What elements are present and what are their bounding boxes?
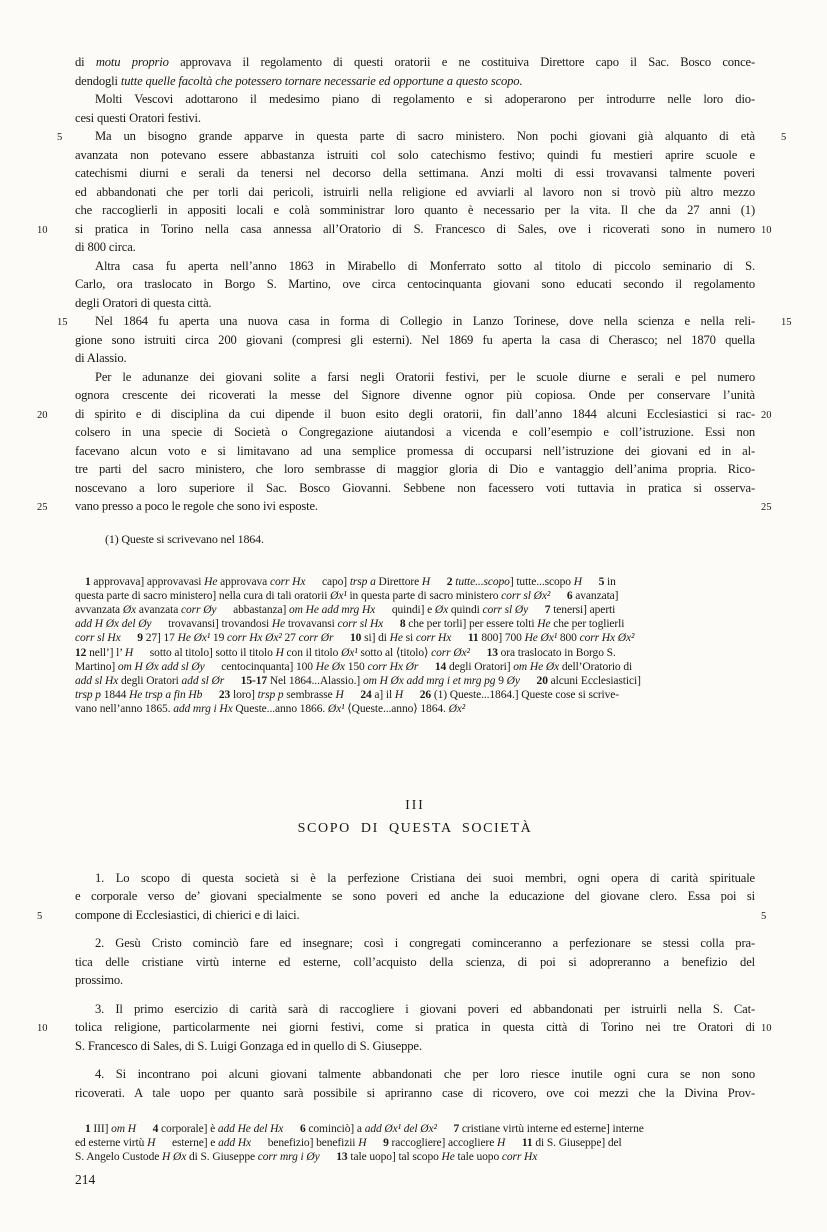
text-line: noscevano a loro superiore il Sac. Bosco Giovanni. Sebbene non facessero voti tuttavia in pratica si osserva- <box>75 480 755 495</box>
text-line: dendogli tutte quelle facoltà che potessero tornare necessarie ed opportune a questo scopo. <box>75 73 523 88</box>
line-number-left: 25 <box>37 502 48 513</box>
text-line: 12 nell’] l’ H sotto al titolo] sotto il titolo H con il titolo Øx¹ sotto al ⟨titolo⟩ corr Øx² 13 ora traslocato in Borgo S. <box>75 646 616 659</box>
chapter-heading <box>75 796 755 838</box>
text-line: 1. Lo scopo di questa società si è la perfezione Cristiana dei suoi membri, ogni opera di carità spirituale <box>95 870 755 885</box>
text-line: 5 5 Ma un bisogno grande apparve in questa parte di sacro ministero. Non pochi giovani già alquanto di età <box>75 127 755 146</box>
text-line: di Alassio. <box>75 351 127 365</box>
chapter-number: III <box>405 796 425 812</box>
line-number-right: 15 <box>781 317 792 328</box>
text-line: gione sono istruiti circa 200 giovani (compresi gli esterni). Nel 1869 fu aperta la casa di Cherasco; nel 1870 quella <box>75 332 755 347</box>
text-line: Carlo, ora traslocato in Borgo S. Martino, ove circa centocinquanta giovani sono educati secondo il regolamento <box>75 277 755 291</box>
text-line: add sl Hx degli Oratori add sl Ør 15-17 Nel 1864...Alassio.] om H Øx add mrg i et mrg pg 9 Øy 20 alcuni Ecclesiastici] <box>75 674 641 687</box>
text-line: catechismi diurni e serali da tenersi nel decorso della settimana. Anzi molti di essi trovavansi talmente poveri <box>75 166 755 180</box>
line-number-left: 20 <box>37 409 48 421</box>
text-line: Molti Vescovi adottarono il medesimo piano di regolamento e si adoperarono per introdurre nelle loro dio- <box>95 92 755 106</box>
text-line: tre parti del sacro ministero, che loro sembrasse di maggior gloria di Dio e vantaggio dell’anima propria. Rico- <box>75 462 755 476</box>
line-number-left: 10 <box>37 1023 48 1035</box>
text-line: 20 20 di spirito e di disciplina da cui dipende il buon esito degli oratorii, fin dall’anno 1844 alcuni Ecclesiastici si rac- <box>75 405 755 424</box>
text-line: 5 5 compone di Ecclesiastici, di chierici e di laici. <box>75 906 755 925</box>
text-line: di 800 circa. <box>75 240 136 254</box>
line-number-left: 15 <box>57 317 68 328</box>
line-number-right: 10 <box>761 1023 772 1035</box>
text-column <box>37 53 792 1165</box>
critical-apparatus-bottom <box>75 1122 755 1165</box>
text-line: vano nell’anno 1865. add mrg i Hx Queste...anno 1866. Øx¹ ⟨Queste...anno⟩ 1864. Øx² <box>75 703 466 716</box>
main-text-block <box>37 53 792 516</box>
text-line: Per le adunanze dei giovani solite a farsi negli Oratorii festivi, per le scuole diurne e serali e pel numero <box>95 369 755 384</box>
text-line: e corporale verso de’ giovani specialmente se sono poveri ed anche la educazione del giovane clero. Essa poi si <box>75 889 755 904</box>
text-line: avanzata non potevano essere abbastanza istruiti col solo catechismo festivo; quindi fu mestieri aprire scuole e <box>75 147 755 162</box>
footnote <box>75 531 755 548</box>
section-title: SCOPO DI QUESTA SOCIETÀ <box>297 820 533 836</box>
text-line: 10 10 si pratica in Torino nella casa annessa all’Oratorio di S. Francesco di Sales, ove i ricoverati sono in numero <box>75 220 755 239</box>
text-line: add H Øx del Øy trovavansi] trovandosi He trovavansi corr sl Hx 8 che per torli] per essere tolti He che per toglierli <box>75 618 625 631</box>
text-line: prossimo. <box>75 973 123 988</box>
line-number-right: 5 <box>761 910 767 922</box>
line-number-right: 25 <box>761 502 772 513</box>
text-line: (1) Queste si scrivevano nel 1864. <box>105 531 264 546</box>
line-number-right: 10 <box>761 224 772 236</box>
line-number-right: 20 <box>761 409 772 421</box>
section-paragraph-4 <box>75 1065 755 1102</box>
line-number-right: 5 <box>781 132 787 143</box>
section-paragraph-3 <box>37 1000 772 1056</box>
critical-apparatus-top <box>75 575 755 717</box>
text-line: Martino] om H Øx add sl Øy centocinquanta] 100 He Øx 150 corr Hx Ør 14 degli Oratori] om He Øx dell’Oratorio di <box>75 660 633 673</box>
text-line: 4. Si incontrano poi alcuni giovani talmente abbandonati che per loro riesce inutile ogni cura se non sono <box>95 1067 755 1082</box>
text-line: S. Angelo Custode H Øx di S. Giuseppe corr mrg i Øy 13 tale uopo] tal scopo He tale uopo corr Hx <box>75 1151 538 1164</box>
text-line: ognora crescente dei ricoverati la messe del Signore divenne ognor più copiosa. Onde per conservare l’unità <box>75 388 755 402</box>
text-line: ricoverati. A tale uopo per quanto sarà possibile si apriranno case di ricovero, ove coi mezzi che la Divina Prov- <box>75 1085 755 1100</box>
text-line: 3. Il primo esercizio di carità sarà di raccogliere i giovani poveri ed abbandonati per istruirli nella S. Cat- <box>95 1001 755 1016</box>
text-line: avvanzata Øx avanzata corr Øy abbastanza] om He add mrg Hx quindi] e Øx quindi corr sl Øy 7 tenersi] aperti <box>75 603 616 616</box>
text-line: 25 25 vano presso a poco le regole che sono ivi esposte. <box>75 497 755 516</box>
text-line: Altra casa fu aperta nell’anno 1863 in Mirabello di Monferrato sotto al titolo di piccolo seminario di S. <box>95 258 755 273</box>
text-line: 1 III] om H 4 corporale] è add He del Hx 6 cominciò] a add Øx¹ del Øx² 7 cristiane virtù interne ed esterne] interne <box>85 1123 644 1136</box>
text-line: degli Oratori di questa città. <box>75 295 212 310</box>
text-line: 15 15 Nel 1864 fu aperta una nuova casa in forma di Collegio in Lanzo Torinese, dove nella scienza e nella reli- <box>75 312 755 331</box>
page-number: 214 <box>75 1172 96 1187</box>
section-paragraph-2 <box>75 934 755 990</box>
text-line: colsero in una specie di Società o Congregazione aiutandosi a vicenda e coll’esempio e coll’istruzione. Essi non <box>75 425 755 439</box>
text-line: corr sl Hx 9 27] 17 He Øx¹ 19 corr Hx Øx² 27 corr Ør 10 si] di He si corr Hx 11 800] 700 He Øx¹ 800 corr Hx Øx² <box>75 632 635 645</box>
line-number-left: 10 <box>37 224 48 236</box>
text-line: 10 10 tolica religione, particolarmente nei giorni festivi, come si pratica in questa città di Torino nei tre Oratori di <box>75 1018 755 1037</box>
text-line: 2. Gesù Cristo cominciò fare ed insegnare; così i congregati cominceranno a perfezionare se stessi colla pra- <box>95 936 755 951</box>
text-line: trsp p 1844 He trsp a fin Hb 23 loro] trsp p sembrasse H 24 a] il H 26 (1) Queste...1864.] Queste cose si scrive- <box>75 689 620 702</box>
text-line: tica delle cristiane virtù interne ed esterne, coll’acquisto della scienza, di poi si adopreranno a benefizio del <box>75 954 755 969</box>
text-line: ed abbandonati che per torli dai pericoli, istruirli nella religione ed avviarli al lavoro non si trovò più altro mezzo <box>75 184 755 199</box>
text-line: ed esterne virtù H esterne] e add Hx benefizio] benefizii H 9 raccogliere] accogliere H 11 di S. Giuseppe] del <box>75 1137 622 1150</box>
text-line: 1 approvava] approvavasi He approvava corr Hx capo] trsp a Direttore H 2 tutte...scopo] tutte...scopo H 5 in <box>85 575 616 588</box>
line-number-left: 5 <box>57 132 63 143</box>
line-number-left: 5 <box>37 910 43 922</box>
section-paragraph-1 <box>37 869 767 925</box>
text-line: facevano alcun voto e si limitavano ad una semplice promessa di occuparsi nell’istruzione dei giovani ed in al- <box>75 443 755 458</box>
text-line: che raccoglierli in appositi locali e colà somministrar loro quanto è necessario per la vita. Il che da 27 anni (1) <box>75 203 755 217</box>
text-line: S. Francesco di Sales, di S. Luigi Gonzaga ed in quello di S. Giuseppe. <box>75 1038 422 1053</box>
text-line: cesi questi Oratori festivi. <box>75 110 201 125</box>
text-line: di motu proprio approvava il regolamento di questi oratorii e ne costituiva Direttore capo il Sac. Bosco conce- <box>75 55 756 69</box>
text-line: questa parte di sacro ministero] nella cura di tali oratorii Øx¹ in questa parte di sacro ministero corr sl Øx² 6 avanzata] <box>75 589 619 602</box>
